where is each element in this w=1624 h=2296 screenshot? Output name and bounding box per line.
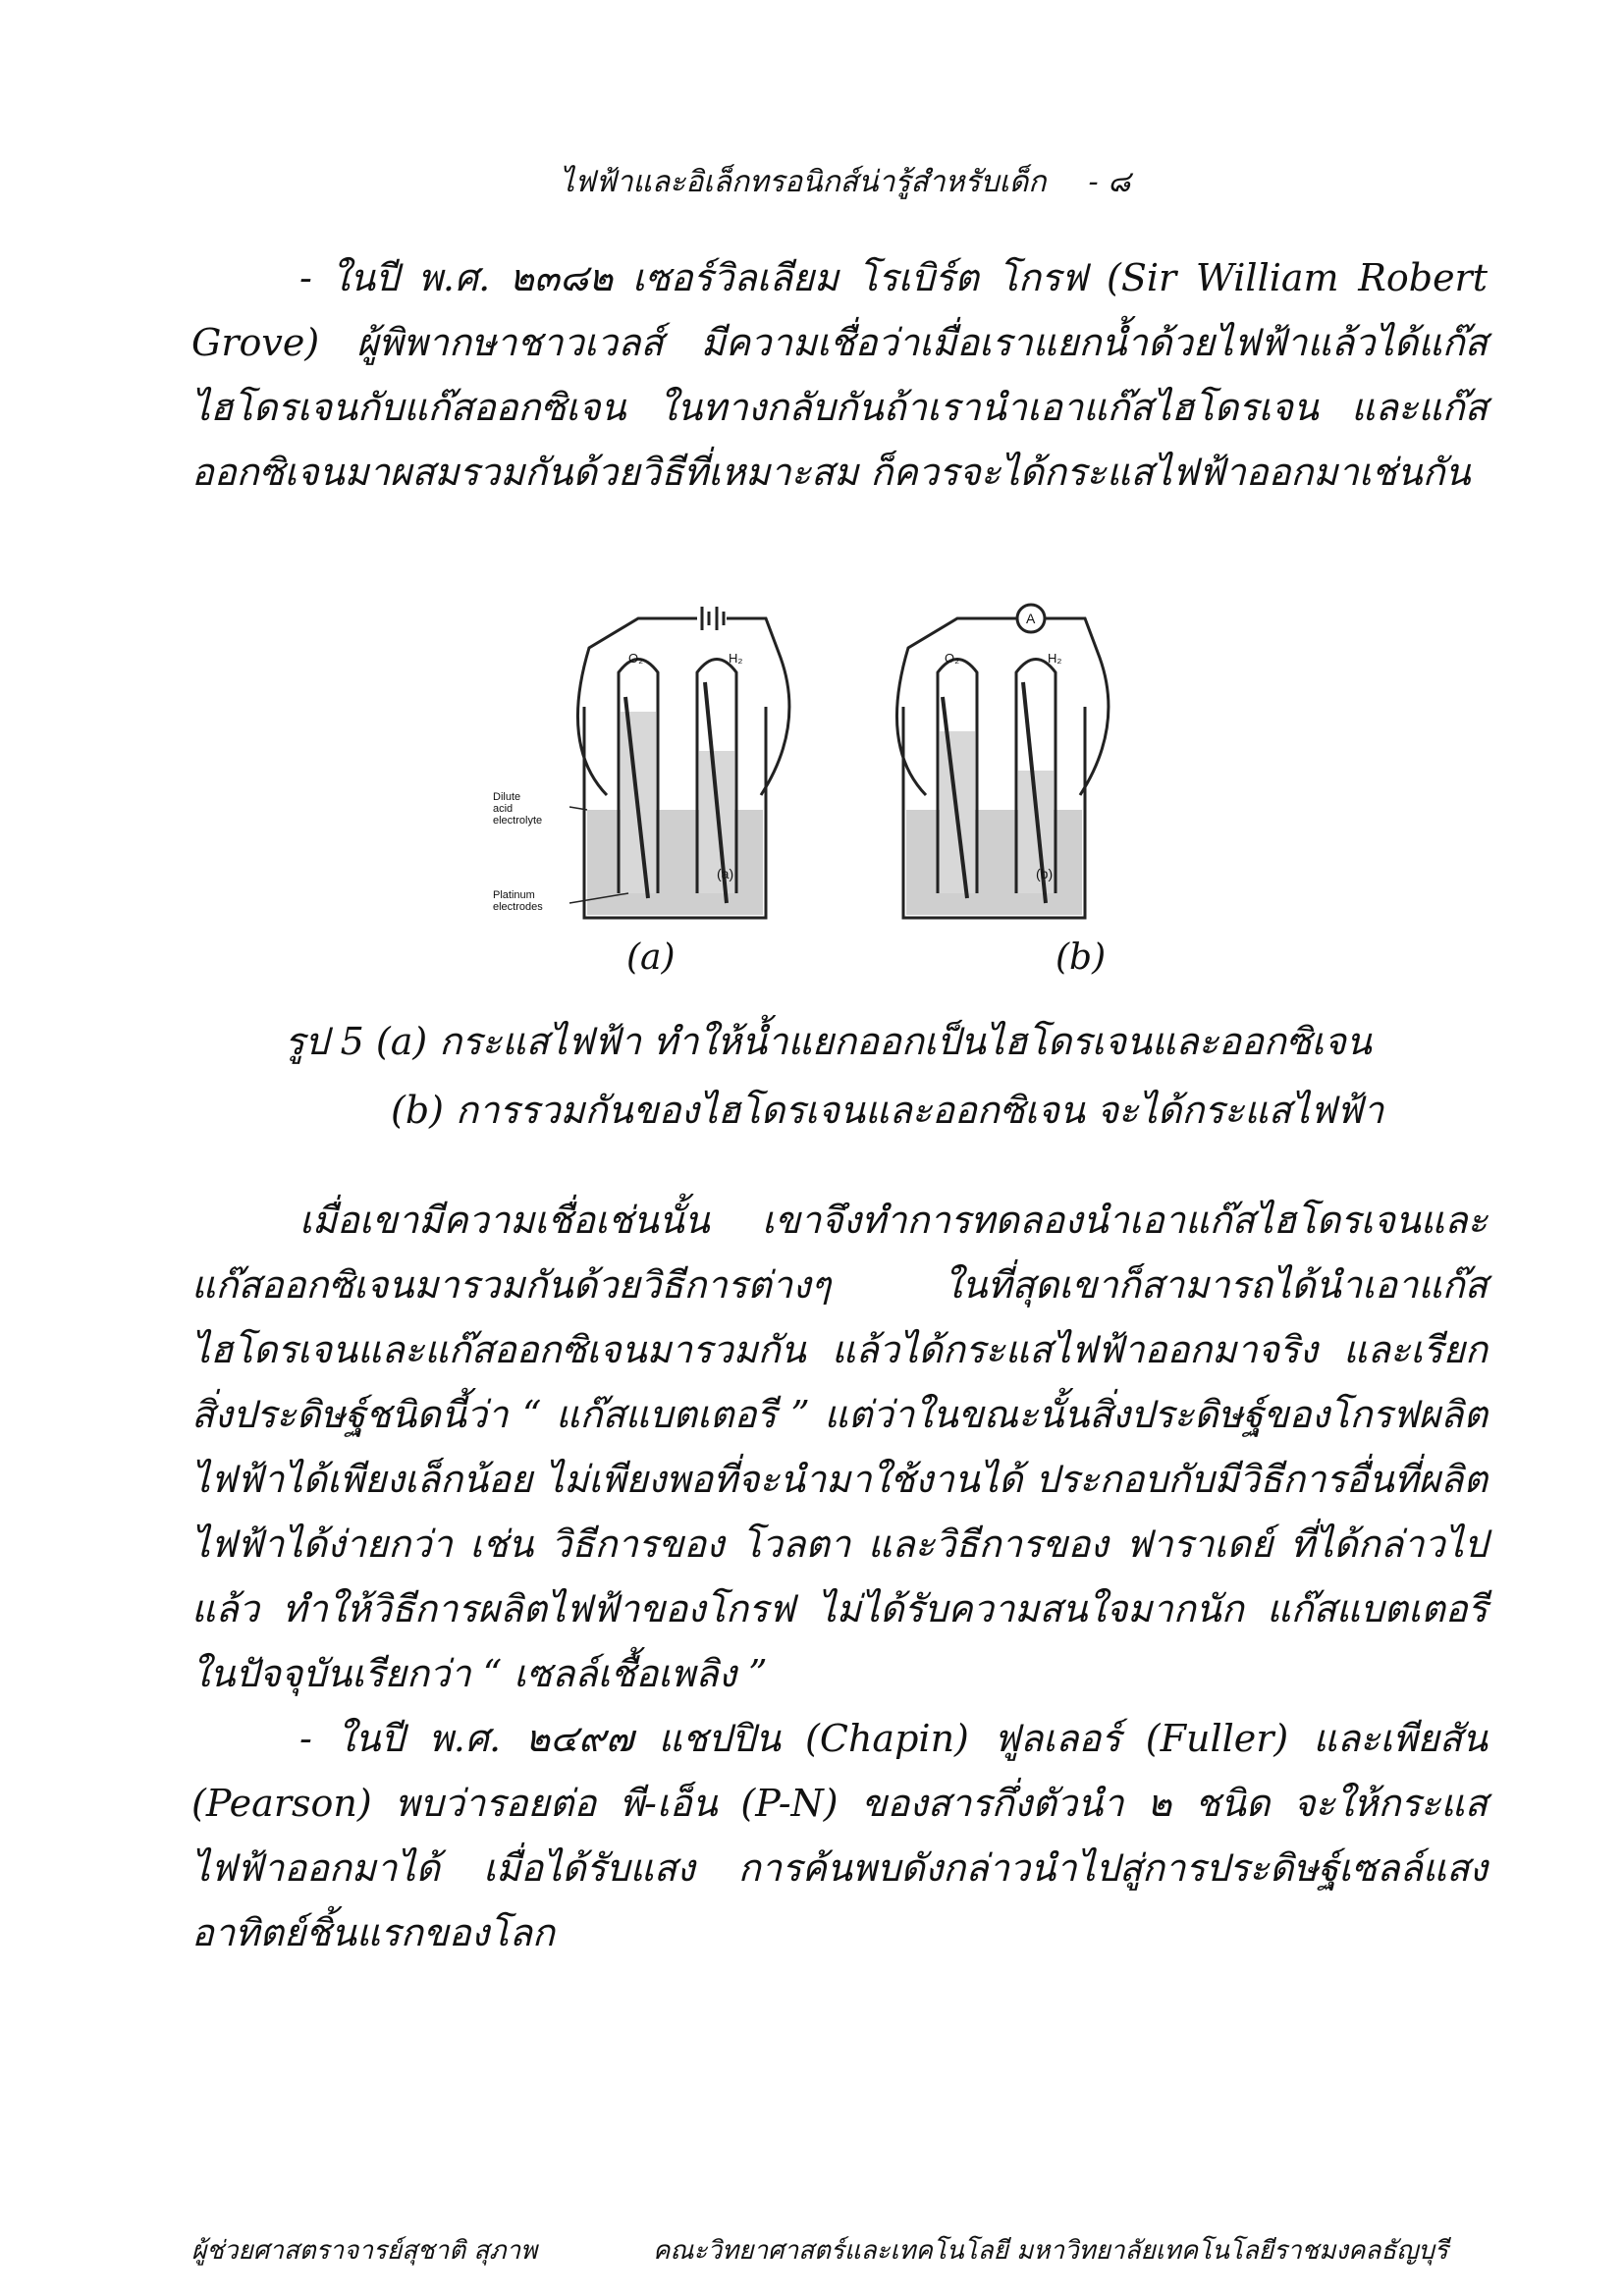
h2-label-a: H₂ <box>729 651 743 666</box>
electrolyte-label-1: Dilute <box>493 791 521 803</box>
figure-label-a: (a) <box>626 937 676 978</box>
marker-b: (b) <box>1036 866 1054 881</box>
electrolysis-figure <box>481 599 1188 982</box>
figure-caption-line2: (b) การรวมกันของไฮโดรเจนและออกซิเจน จะได้กระแสไฟฟ้า <box>391 1089 1384 1132</box>
footer-affiliation: คณะวิทยาศาสตร์และเทคโนโลยี มหาวิทยาลัยเทคโนโลยีราชมงคลธัญบุรี <box>653 2236 1448 2266</box>
o2-label-a: O₂ <box>628 651 644 666</box>
marker-a: (a) <box>717 866 734 881</box>
ammeter-label: A <box>1026 611 1036 626</box>
main-section <box>191 1188 1488 1965</box>
o2-label-b: O₂ <box>945 651 960 666</box>
paragraph-grove: - ในปี พ.ศ. ๒๓๘๒ เซอร์วิลเลียม โรเบิร์ต โกรฟ (Sir William Robert Grove) ผู้พิพากษาชาวเวลส์ มีความเชื่อว่าเมื่อเราแยกน้ำด้วยไฟฟ้าแล้วได้แก๊สไฮโดรเจนกับแก๊สออกซิเจน ในทางกลับกันถ้าเรานำเอาแก๊สไฮโดรเจน และแก๊สออกซิเจนมาผสมรวมกันด้วยวิธีที่เหมาะสม ก็ควรจะได้กระแสไฟฟ้าออกมาเช่นกัน <box>191 256 1488 494</box>
electrodes-label-2: electrodes <box>493 901 543 913</box>
page-header <box>560 159 1131 205</box>
header-title: ไฟฟ้าและอิเล็กทรอนิกส์น่ารู้สำหรับเด็ก <box>560 165 1047 199</box>
paragraph-gas-battery: เมื่อเขามีความเชื่อเช่นนั้น เขาจึงทำการทดลองนำเอาแก๊สไฮโดรเจนและแก๊สออกซิเจนมารวมกันด้วยวิธีการต่างๆ ในที่สุดเขาก็สามารถได้นำเอาแก๊ส ไฮโดรเจนและแก๊สออกซิเจนมารวมกัน แล้วได้กระแสไฟฟ้าออกมาจริง และเรียกสิ่งประดิษฐ์ชนิดนี้ว่า “ แก๊สแบตเตอรี ” แต่ว่าในขณะนั้นสิ่งประดิษฐ์ของโกรฟผลิตไฟฟ้าได้เพียงเล็กน้อย ไม่เพียงพอที่จะนำมาใช้งานได้ ประกอบกับมีวิธีการอื่นที่ผลิตไฟฟ้าได้ง่ายกว่า เช่น วิธีการของ โวลตา และวิธีการของ ฟาราเดย์ ที่ได้กล่าวไปแล้ว ทำให้วิธีการผลิตไฟฟ้าของโกรฟ ไม่ได้รับความสนใจมากนัก แก๊สแบตเตอรีในปัจจุบันเรียกว่า “ เซลล์เชื้อเพลิง ” <box>191 1199 1488 1695</box>
electrolyte-label-2: acid <box>493 803 514 815</box>
page-number: - ๘ <box>1088 165 1131 199</box>
paragraph-solar-cell: - ในปี พ.ศ. ๒๔๙๗ แชปปิน (Chapin) ฟูลเลอร์ (Fuller) และเพียสัน (Pearson) พบว่ารอยต่อ พี-เอ็น (P-N) ของสารกึ่งตัวนำ ๒ ชนิด จะให้กระแสไฟฟ้าออกมาได้ เมื่อได้รับแสง การค้นพบดังกล่าวนำไปสู่การประดิษฐ์เซลล์แสงอาทิตย์ชิ้นแรกของโลก <box>191 1717 1488 1954</box>
h2-label-b: H₂ <box>1048 651 1062 666</box>
intro-section <box>191 245 1488 505</box>
figure-label-b: (b) <box>1056 937 1107 978</box>
figure-caption-line1: รูป 5 (a) กระแสไฟฟ้า ทำให้น้ำแยกออกเป็นไฮโดรเจนและออกซิเจน <box>285 1020 1372 1063</box>
footer-author: ผู้ช่วยศาสตราจารย์สุชาติ สุภาพ <box>191 2236 538 2266</box>
electrodes-label-1: Platinum <box>493 889 535 901</box>
electrolyte-label-3: electrolyte <box>493 815 543 827</box>
